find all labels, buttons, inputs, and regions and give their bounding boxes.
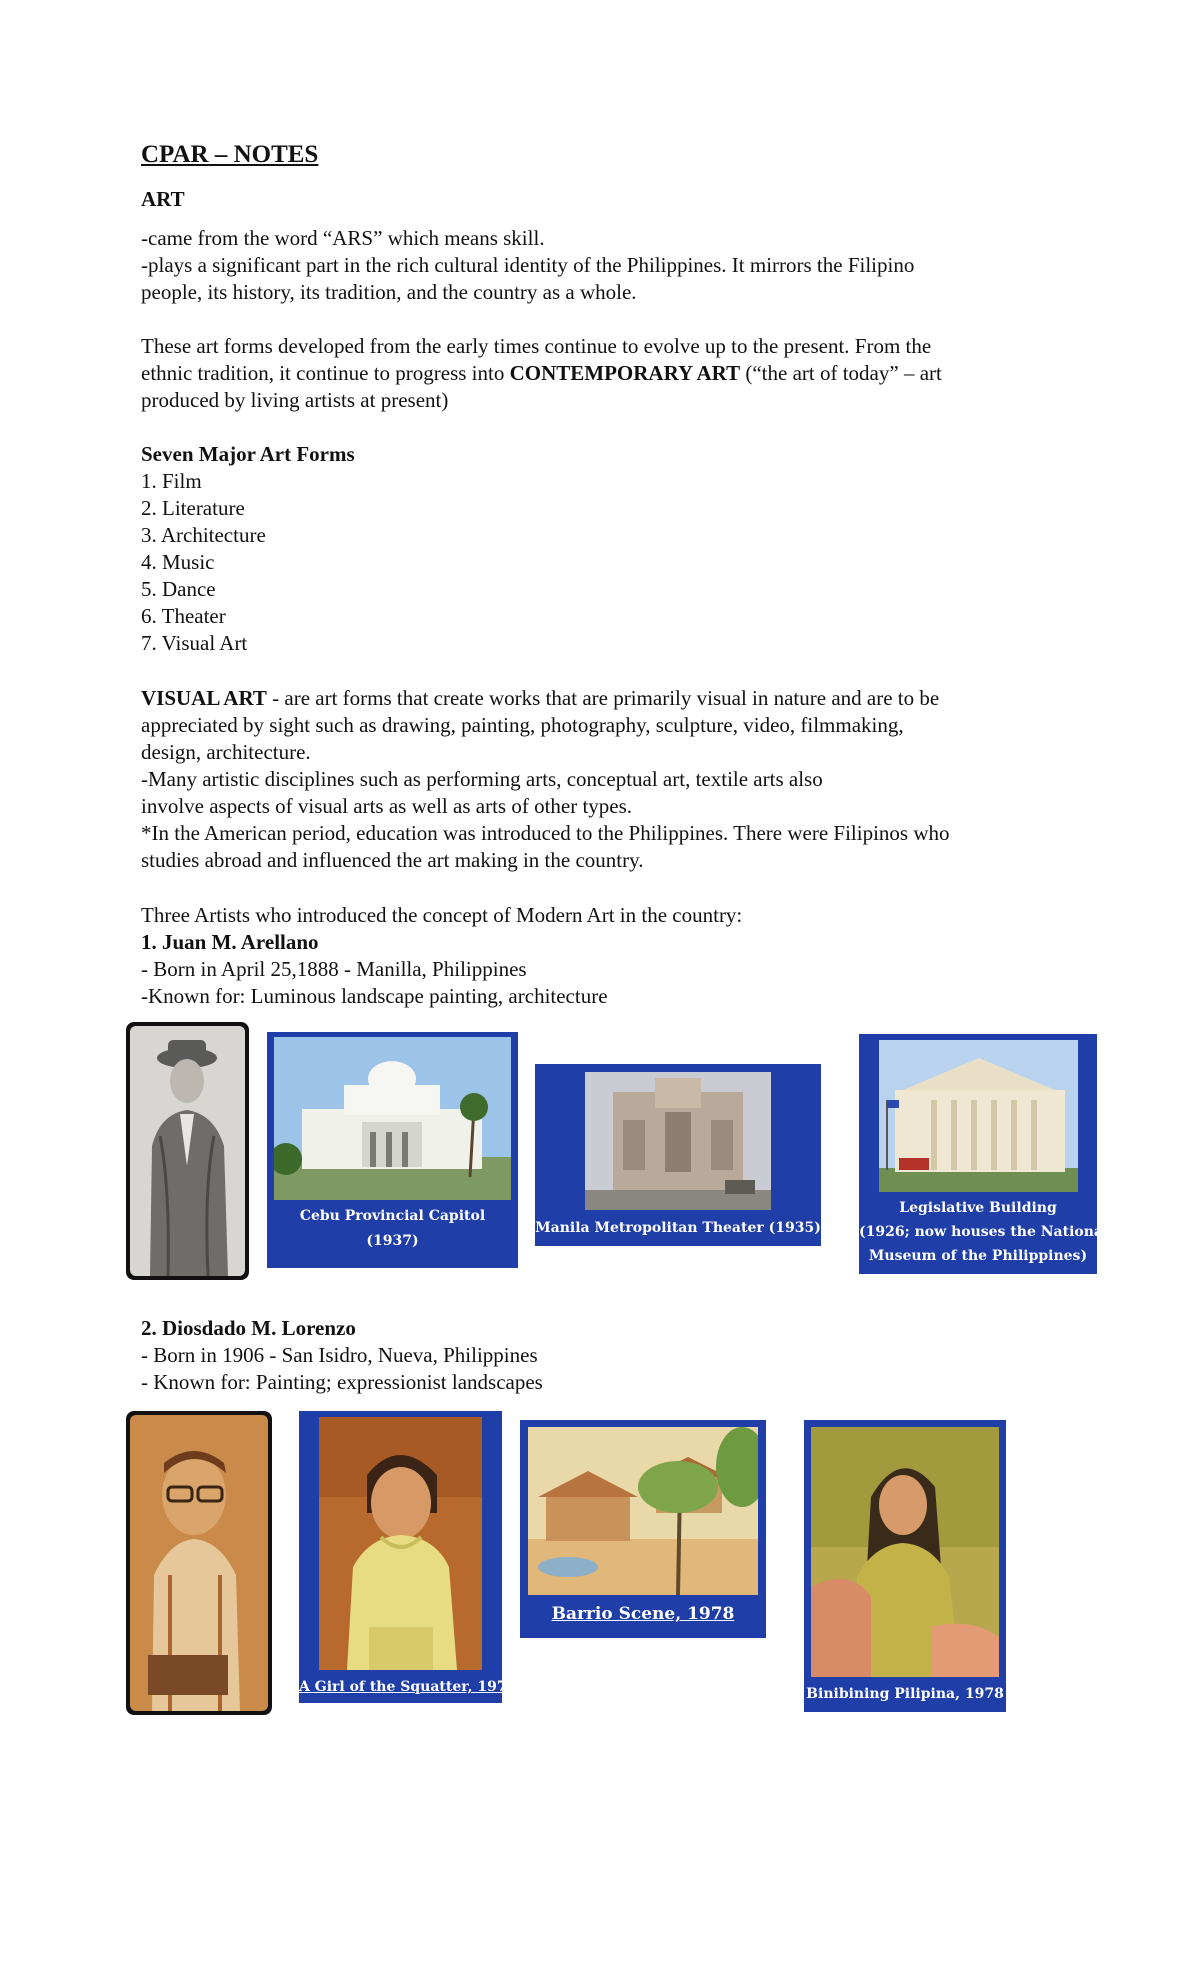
artist1-known: -Known for: Luminous landscape painting, architecture	[141, 984, 608, 1008]
barrio-scene-caption	[520, 1602, 766, 1626]
visual-line-1	[141, 685, 939, 712]
art-line-3: people, its history, its tradition, and the country as a whole.	[141, 280, 637, 304]
manila-theater-card	[535, 1064, 821, 1246]
artists-intro: Three Artists who introduced the concept of Modern Art in the country:	[141, 903, 743, 927]
para2-line-3: produced by living artists at present)	[141, 388, 449, 412]
cebu-caption-line-2: (1937)	[366, 1233, 419, 1249]
barrio-scene-card	[520, 1420, 766, 1638]
para2-line-2-pre: ethnic tradition, it continue to progress into	[141, 361, 510, 385]
form-item: 3. Architecture	[141, 523, 266, 547]
barrio-scene-image	[528, 1427, 758, 1595]
visual-line-5: involve aspects of visual arts as well as arts of other types.	[141, 794, 633, 818]
para2-line-2-post: (“the art of today” – art	[740, 361, 942, 385]
art-heading: ART	[141, 187, 185, 211]
binibining-pilipina-caption: Binibining Pilipina, 1978	[806, 1686, 1004, 1702]
artist2-name: 2. Diosdado M. Lorenzo	[141, 1316, 356, 1340]
form-item: 4. Music	[141, 550, 215, 574]
legislative-caption-line-2: (1926; now houses the National	[859, 1224, 1109, 1240]
cebu-caption-line-1: Cebu Provincial Capitol	[299, 1208, 486, 1224]
cebu-capitol-card	[267, 1032, 518, 1268]
binibining-pilipina-image	[811, 1427, 999, 1677]
barrio-scene-caption-text: Barrio Scene, 1978	[551, 1604, 735, 1624]
girl-painting-caption-text: A Girl of the Squatter, 1972	[299, 1679, 517, 1695]
girl-painting-caption	[299, 1675, 517, 1699]
visual-line-7: studies abroad and influenced the art making in the country.	[141, 848, 644, 872]
form-item: 1. Film	[141, 469, 202, 493]
manila-theater-photo	[585, 1072, 771, 1210]
artist2-known: - Known for: Painting; expressionist landscapes	[141, 1370, 543, 1394]
artist2-born: - Born in 1906 - San Isidro, Nueva, Philippines	[141, 1343, 538, 1367]
form-item: 7. Visual Art	[141, 631, 248, 655]
legislative-caption-line-1: Legislative Building	[899, 1200, 1057, 1216]
form-item: 5. Dance	[141, 577, 216, 601]
legislative-building-card	[859, 1034, 1109, 1274]
artist1-born: - Born in April 25,1888 - Manilla, Philippines	[141, 957, 527, 981]
arellano-portrait-image	[130, 1026, 245, 1276]
para2-line-1: These art forms developed from the early times continue to evolve up to the present. From the	[141, 334, 932, 358]
forms-heading: Seven Major Art Forms	[141, 442, 355, 466]
visual-line-2: appreciated by sight such as drawing, painting, photography, sculpture, video, filmmaking,	[141, 713, 904, 737]
visual-line-6: *In the American period, education was introduced to the Philippines. There were Filipinos who	[141, 821, 950, 845]
visual-line-4: -Many artistic disciplines such as performing arts, conceptual art, textile arts also	[141, 767, 823, 791]
visual-line-3: design, architecture.	[141, 740, 311, 764]
artist1-name: 1. Juan M. Arellano	[141, 930, 319, 954]
girl-painting-image	[319, 1417, 482, 1670]
legislative-building-photo	[879, 1040, 1078, 1192]
contemporary-art-term: CONTEMPORARY ART	[509, 361, 741, 385]
girl-painting-card	[299, 1411, 517, 1703]
visual-art-term: VISUAL ART	[141, 686, 267, 710]
art-line-1: -came from the word “ARS” which means skill.	[141, 226, 545, 250]
visual-line-1-rest: - are art forms that create works that are primarily visual in nature and are to be	[266, 686, 940, 710]
legislative-caption-line-3: Museum of the Philippines)	[868, 1248, 1088, 1264]
form-item: 2. Literature	[141, 496, 245, 520]
cebu-capitol-photo	[274, 1037, 511, 1200]
lorenzo-self-portrait	[126, 1411, 272, 1715]
para2-line-2	[141, 360, 942, 387]
art-line-2: -plays a significant part in the rich cultural identity of the Philippines. It mirrors the Filipino	[141, 253, 915, 277]
manila-caption: Manila Metropolitan Theater (1935)	[535, 1220, 821, 1236]
lorenzo-self-portrait-image	[130, 1415, 268, 1711]
arellano-portrait	[126, 1022, 249, 1280]
form-item: 6. Theater	[141, 604, 226, 628]
binibining-pilipina-card	[804, 1420, 1006, 1712]
page-title: CPAR – NOTES	[141, 141, 319, 168]
